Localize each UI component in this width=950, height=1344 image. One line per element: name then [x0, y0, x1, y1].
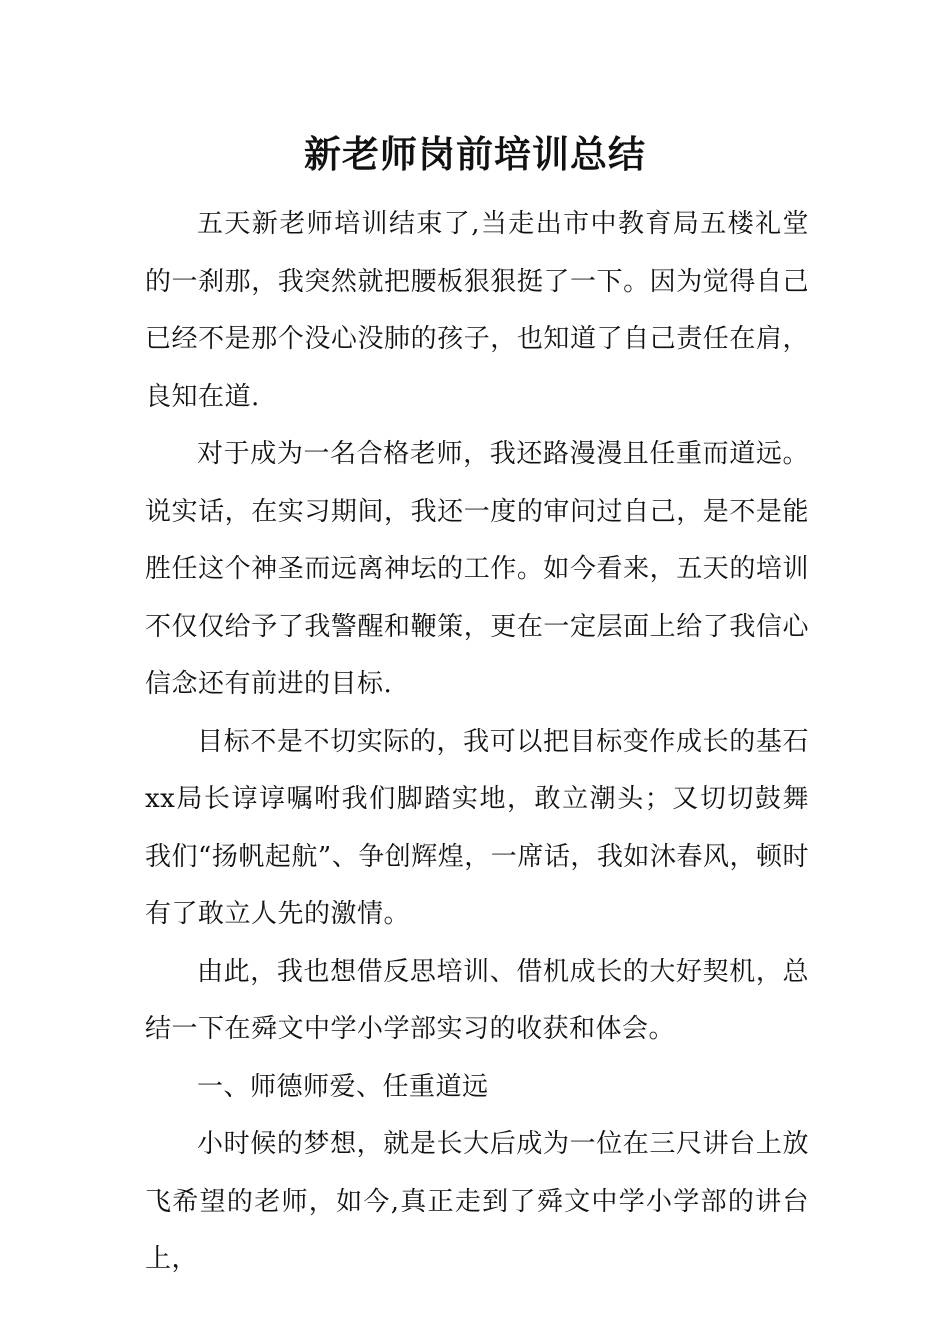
paragraph: 对于成为一名合格老师，我还路漫漫且任重而道远。说实话，在实习期间，我还一度的审问过自己，是不是能胜任这个神圣而远离神坛的工作。如今看来，五天的培训不仅仅给予了我警醒和鞭策，更在一定层面上给了我信心信念还有前进的目标.: [145, 439, 809, 699]
section-heading: 一、师德师爱、任重道远: [197, 1071, 489, 1102]
document-title: 新老师岗前培训总结: [304, 132, 646, 176]
paragraph: 由此，我也想借反思培训、借机成长的大好契机，总结一下在舜文中学小学部实习的收获和体会。: [145, 956, 809, 1044]
paragraph: 小时候的梦想，就是长大后成为一位在三尺讲台上放飞希望的老师，如今,真正走到了舜文中学小学部的讲台上，: [145, 1129, 809, 1274]
paragraph: 五天新老师培训结束了,当走出市中教育局五楼礼堂的一刹那，我突然就把腰板狠狠挺了一下。因为觉得自己已经不是那个没心没肺的孩子，也知道了自己责任在肩，良知在道.: [145, 209, 809, 412]
paragraph: 目标不是不切实际的，我可以把目标变作成长的基石xx局长谆谆嘱咐我们脚踏实地，敢立潮头；又切切鼓舞我们“扬帆起航”、争创辉煌，一席话，我如沐春风，顿时有了敢立人先的激情。: [145, 726, 809, 929]
document-body: [145, 196, 809, 1289]
